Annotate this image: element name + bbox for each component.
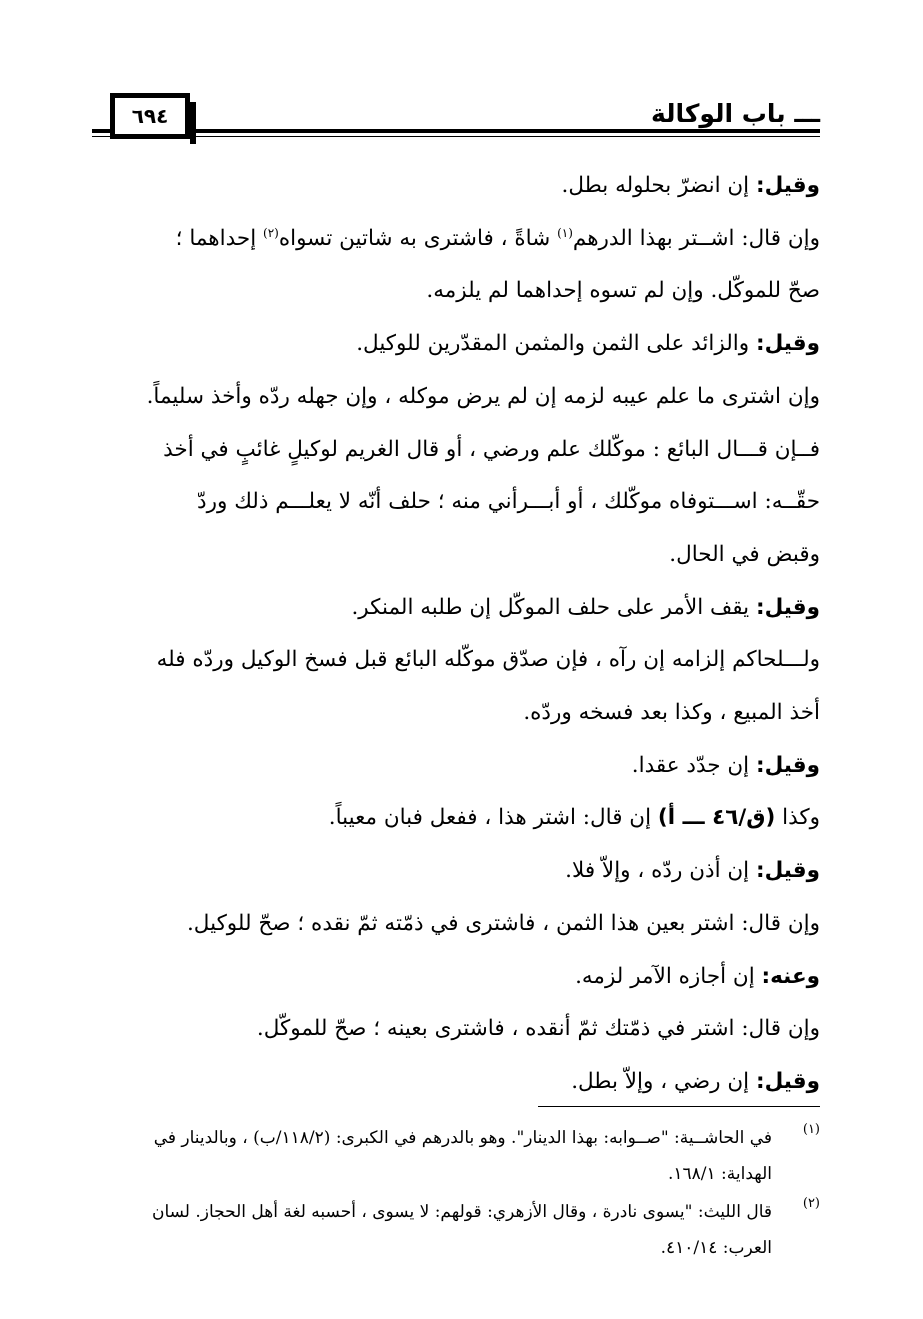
footnote-2 [92, 1194, 820, 1266]
text-line-1 [92, 160, 820, 213]
line-text: وإن قال: اشتر بعين هذا الثمن ، فاشترى في ذمّته ثمّ نقده ؛ صحّ للوكيل. [186, 910, 820, 936]
text-line-14 [92, 845, 820, 898]
text-line-9 [92, 582, 820, 635]
line-text: وقبض في الحال. [669, 541, 820, 567]
line-text: إن انضرّ بحلوله بطل. [561, 173, 756, 198]
footnote-1 [92, 1120, 820, 1192]
keyword: وقيل: [755, 858, 820, 884]
text-line-18 [92, 1056, 820, 1109]
page-number-box [110, 93, 190, 139]
chapter-title: ـــ باب الوكالة [641, 99, 820, 128]
keyword: وقيل: [755, 594, 820, 620]
footnote-number: (٢) [802, 1196, 820, 1211]
line-text: وإن قال: اشــتر بهذا الدرهم [572, 225, 820, 251]
footnotes [92, 1120, 820, 1268]
text-line-13 [92, 792, 820, 845]
text-line-2 [92, 213, 820, 266]
line-text: وكذا [775, 805, 820, 831]
line-text: إن قال: اشتر هذا ، ففعل فبان معيباً. [328, 805, 658, 831]
text-line-12 [92, 740, 820, 793]
footnote-line: الهداية: ١٦٨/١. [667, 1164, 772, 1184]
keyword: وقيل: [755, 173, 820, 198]
text-line-5 [92, 371, 820, 424]
text-line-15 [92, 898, 820, 951]
text-line-8 [92, 529, 820, 582]
header-rule-thin [92, 136, 820, 137]
line-text: وإن قال: اشتر في ذمّتك ثمّ أنقده ، فاشترى بعينه ؛ صحّ للموكّل. [256, 1016, 820, 1042]
keyword: وقيل: [755, 331, 820, 357]
text-line-11 [92, 687, 820, 740]
main-text [92, 160, 820, 1109]
page-header [92, 93, 820, 145]
line-text: إحداهما ؛ [175, 225, 263, 251]
keyword: وقيل: [755, 752, 820, 778]
text-line-4 [92, 318, 820, 371]
footnote-number: (١) [802, 1122, 820, 1137]
line-text: إن أذن ردّه ، وإلاّ فلا. [565, 858, 756, 884]
line-text: وإن اشترى ما علم عيبه لزمه إن لم يرض موكله ، وإن جهله ردّه وأخذ سليماً. [146, 383, 820, 409]
text-line-3 [92, 265, 820, 318]
line-text: شاةً ، فاشترى به شاتين تسواه [278, 225, 558, 251]
keyword: وقيل: [755, 1068, 820, 1094]
keyword: وعنه: [761, 963, 820, 989]
footnote-ref-2[interactable]: (٢) [263, 225, 279, 240]
text-line-6 [92, 424, 820, 477]
footnote-ref-1[interactable]: (١) [557, 225, 573, 240]
footnote-line: قال الليث: "يسوى نادرة ، وقال الأزهري: قولهم: لا يسوى ، أحسبه لغة أهل الحجاز. لسان [151, 1202, 772, 1222]
footnote-line: العرب: ٤١٠/١٤. [660, 1238, 772, 1258]
text-line-16 [92, 951, 820, 1004]
text-line-10 [92, 634, 820, 687]
text-line-7 [92, 476, 820, 529]
footnote-divider [538, 1106, 820, 1107]
line-text: أخذ المبيع ، وكذا بعد فسخه وردّه. [523, 700, 820, 726]
manuscript-ref: (ق/٤٦ ـــ أ) [657, 805, 776, 831]
line-text: حقّــه: اســـتوفاه موكّلك ، أو أبـــرأني منه ؛ حلف أنّه لا يعلـــم ذلك وردّ [197, 489, 820, 515]
line-text: صحّ للموكّل. وإن لم تسوه إحداهما لم يلزمه. [426, 278, 820, 304]
page-number: ٦٩٤ [131, 104, 169, 128]
line-text: إن جدّد عقدا. [631, 752, 756, 778]
line-text: ولـــلحاكم إلزامه إن رآه ، فإن صدّق موكّله البائع قبل فسخ الوكيل وردّه فله [156, 647, 820, 673]
line-text: إن أجازه الآمر لزمه. [575, 963, 762, 989]
line-text: يقف الأمر على حلف الموكّل إن طلبه المنكر. [351, 594, 756, 620]
line-text: فــإن قـــال البائع : موكّلك علم ورضي ، أو قال الغريم لوكيلٍ غائبٍ في أخذ [163, 436, 820, 462]
line-text: إن رضي ، وإلاّ بطل. [571, 1068, 756, 1094]
header-rule-thick [92, 129, 820, 133]
line-text: والزائد على الثمن والمثمن المقدّرين للوكيل. [356, 331, 756, 357]
text-line-17 [92, 1003, 820, 1056]
footnote-line: في الحاشــية: "صــوابه: بهذا الدينار". وهو بالدرهم في الكبرى: (١١٨/٢/ب) ، وبالدينار في [153, 1128, 772, 1148]
